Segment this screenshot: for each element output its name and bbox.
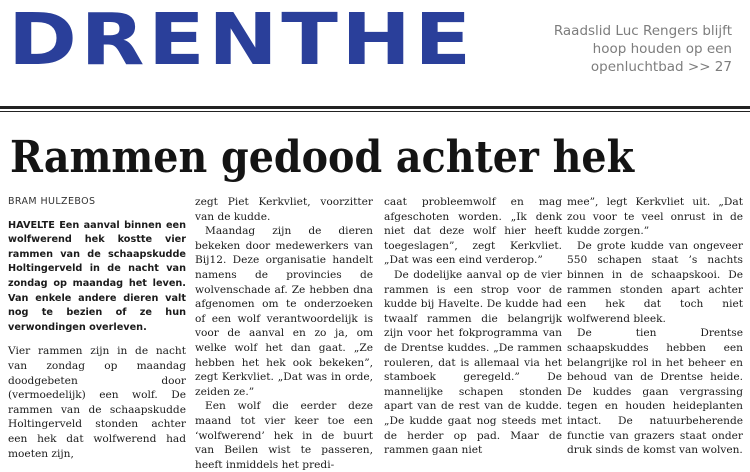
masthead-rule-thin [0,111,750,112]
body-paragraph: De tien Drentse schaapskuddes hebben een belangrijke rol in het beheer en behoud van de Drentse heide. De kuddes gaan vergrassing tegen en houden heideplanten intact. De natuurbeherende functie van grazers staat onder druk sinds de komst van wolven. [567,327,743,457]
body-paragraph: Een wolf die eerder deze maand tot vier keer toe een ‘wolfwerend’ hek in de buurt van Beilen wist te passeren, heeft inmiddels het predi- [195,400,373,471]
body-paragraph: mee”, legt Kerkvliet uit. „Dat zou voor te veel onrust in de kudde zorgen.” [567,196,743,238]
article-column-3 [384,195,562,458]
body-paragraph: De dodelijke aanval op de vier rammen is een strop voor de kudde bij Havelte. De kudde had twaalf rammen die belangrijk zijn voor het fokprogramma van de Drentse kuddes. „De rammen rouleren, dat is allemaal via het stamboek geregeld.” De mannelijke schapen stonden apart van de rest van de kudde. „De kudde gaat nog steeds met de herder op pad. Maar de rammen gaan niet [384,268,562,457]
teaser-link[interactable] [492,22,732,76]
body-paragraph: Vier rammen zijn in de nacht van zondag op maandag doodgebeten door (vermoedelijk) een wolf. De rammen van de schaapskudde Holtingerveld stonden achter een hek dat wolfwerend had moeten zijn, [8,345,186,460]
teaser-line: Raadslid Luc Rengers blijft [553,23,732,39]
masthead-rule [0,106,750,109]
body-paragraph: De grote kudde van ongeveer 550 schapen staat ’s nachts binnen in de schaapskooi. De rammen stonden apart achter een hek dat toch niet wolfwerend bleek. [567,239,743,325]
article-column-4 [567,195,743,458]
headline: Rammen gedood achter hek [10,132,635,183]
section-title: DRENTHE [8,0,475,81]
masthead [0,0,750,102]
teaser-line: openluchtbad >> 27 [590,59,732,75]
lead-paragraph: HAVELTE Een aanval binnen een wolfwerend hek kostte vier rammen van de schaapskudde Holtingerveld in de nacht van zondag op maandag het leven. Van enkele andere dieren valt nog te bezien of ze hun verwondingen overleven. [8,219,186,333]
body-paragraph: zegt Piet Kerkvliet, voorzitter van de kudde. [195,196,373,223]
article-column-1 [8,195,186,461]
teaser-line: hoop houden op een [592,41,732,57]
article-column-2 [195,195,373,472]
body-paragraph: Maandag zijn de dieren bekeken door medewerkers van Bij12. Deze organisatie handelt namens de provincies de wolvenschade af. Ze hebben dna afgenomen om te onderzoeken of een wolf verantwoordelijk is voor de aanval en zo ja, om welke wolf het dan gaat. „Ze hebben het hek ook bekeken”, zegt Kerkvliet. „Dat was in orde, zeiden ze.” [195,225,373,398]
byline: BRAM HULZEBOS [8,196,96,207]
body-paragraph: caat probleemwolf en mag afgeschoten worden. „Ik denk niet dat deze wolf hier heeft toegeslagen”, zegt Kerkvliet. „Dat was een eind verderop.” [384,196,562,267]
